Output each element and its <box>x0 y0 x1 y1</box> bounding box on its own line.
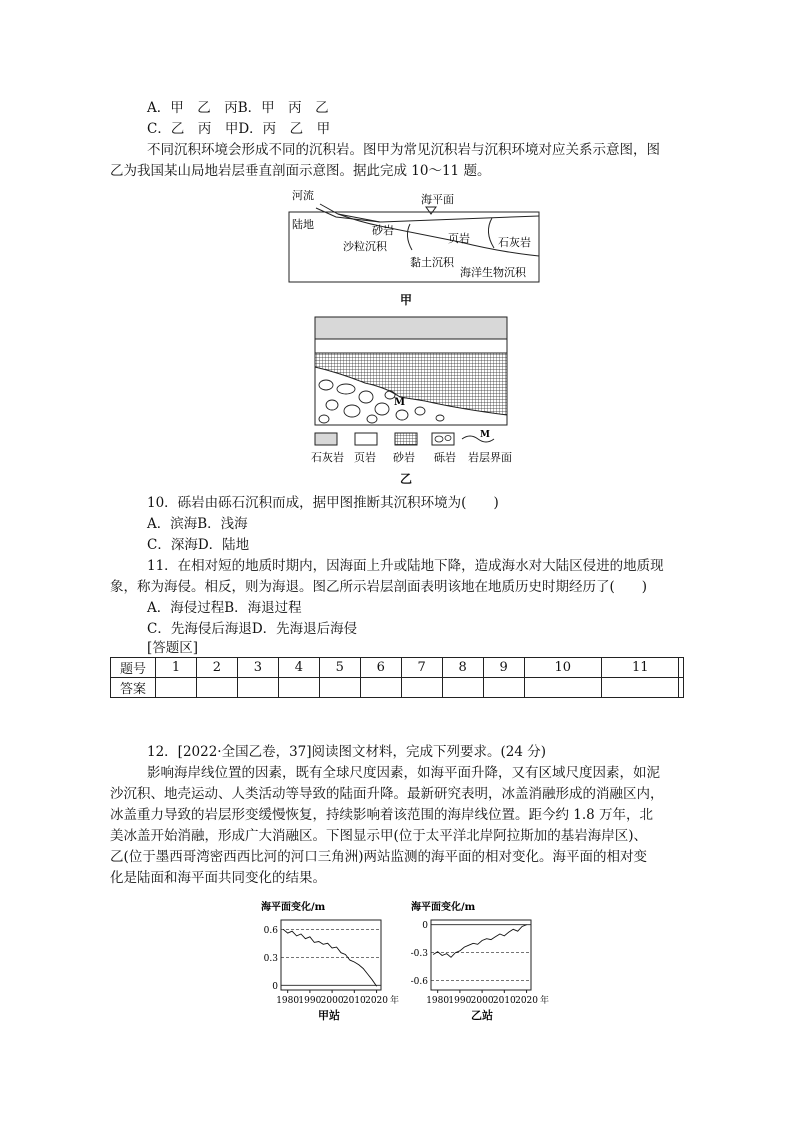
chart-jia-title: 甲站 <box>318 1009 340 1022</box>
label-limestone: 石灰岩 <box>498 236 531 249</box>
answer-blank-header <box>679 658 684 678</box>
answer-number-7: 7 <box>401 658 442 678</box>
chart-jia-x-tick-label: 2010 <box>342 996 366 1006</box>
q12-para-line-6: 化是陆面和海平面共同变化的结果。 <box>110 870 326 886</box>
answer-cell-2[interactable] <box>196 678 237 698</box>
answer-area-title: [答题区] <box>147 640 199 656</box>
chart-jia-y-tick-label: 0 <box>272 981 278 992</box>
answer-cell-10[interactable] <box>524 678 601 698</box>
q11-options-row1 <box>147 598 302 618</box>
q12-para-line-3: 冰盖重力导致的岩层形变缓慢恢复，持续影响着该范围的海岸线位置。距今约 1.8 万年，北 <box>110 807 654 823</box>
chart-yi-station <box>405 896 565 1024</box>
answer-number-5: 5 <box>319 658 360 678</box>
chart-jia-x-tick-label: 1990 <box>298 996 322 1006</box>
q10-options-row2 <box>147 535 249 555</box>
legend-shale: 页岩 <box>354 451 376 464</box>
answer-number-11: 11 <box>602 658 679 678</box>
answer-cell-11[interactable] <box>602 678 679 698</box>
answer-table-header-row <box>111 658 684 678</box>
q12-stem: 12．[2022·全国乙卷，37]阅读图文材料，完成下列要求。(24 分) <box>147 744 547 760</box>
label-clay-deposit: 黏土沉积 <box>410 256 454 269</box>
chart-yi-x-tick-label: 1990 <box>448 996 472 1006</box>
answer-table-answer-label: 答案 <box>111 678 156 698</box>
q12-para-line-2: 沙沉积、地壳运动、人类活动等导致的陆面升降。最新研究表明，冰盖消融形成的消融区内， <box>110 786 664 802</box>
q11-option-b: B．海退过程 <box>224 600 302 616</box>
legend-boundary-m: M <box>480 430 490 440</box>
figure-jia <box>280 190 542 290</box>
chart-jia-series-line <box>283 929 376 986</box>
q10-options-row1 <box>147 514 248 534</box>
answer-number-4: 4 <box>278 658 319 678</box>
label-sand-deposit: 沙粒沉积 <box>343 240 387 253</box>
figure-yi <box>310 315 520 465</box>
answer-number-6: 6 <box>360 658 401 678</box>
q12-para-line-5: 乙(位于墨西哥湾密西西比河的河口三角洲)两站监测的海平面的相对变化。海平面的相对变 <box>110 849 648 865</box>
label-river: 河流 <box>292 190 314 202</box>
chart-jia-ylabel: 海平面变化/m <box>261 902 326 913</box>
chart-yi-y-tick-label: 0 <box>422 921 428 932</box>
legend-sandstone: 砂岩 <box>393 451 415 464</box>
q9-option-b: B．甲 丙 乙 <box>237 100 329 116</box>
legend-boundary: 岩层界面 <box>468 451 512 464</box>
answer-number-2: 2 <box>196 658 237 678</box>
q10-option-c: C．深海 <box>147 537 198 553</box>
answer-number-9: 9 <box>483 658 524 678</box>
answer-cell-5[interactable] <box>319 678 360 698</box>
answer-cell-6[interactable] <box>360 678 401 698</box>
answer-cell-9[interactable] <box>483 678 524 698</box>
answer-cell-7[interactable] <box>401 678 442 698</box>
answer-cell-1[interactable] <box>156 678 197 698</box>
q9-options-row1 <box>147 98 329 118</box>
q11-option-a: A．海侵过程 <box>147 600 225 616</box>
chart-yi-title: 乙站 <box>471 1009 493 1022</box>
label-sandstone: 砂岩 <box>372 224 394 237</box>
q11-options-row2 <box>147 619 357 639</box>
chart-yi-x-tick-label: 2020 <box>515 996 539 1006</box>
intro-line-1: 不同沉积环境会形成不同的沉积岩。图甲为常见沉积岩与沉积环境对应关系示意图，图 <box>147 142 660 158</box>
chart-yi-ylabel: 海平面变化/m <box>411 902 476 913</box>
answer-number-10: 10 <box>524 658 601 678</box>
q10-option-b: B．浅海 <box>197 516 248 532</box>
q12-para-line-4: 美冰盖开始消融，形成广大消融区。下图显示甲(位于太平洋北岸阿拉斯加的基岩海岸区)、 <box>110 828 648 844</box>
answer-cell-8[interactable] <box>442 678 483 698</box>
answer-table <box>110 657 684 698</box>
q9-options-row2 <box>147 119 330 139</box>
q11-stem-line-1: 11．在相对短的地质时期内，因海面上升或陆地下降，造成海水对大陆区侵进的地质现 <box>147 558 664 574</box>
legend-limestone: 石灰岩 <box>311 451 344 464</box>
q10-option-a: A．滨海 <box>147 516 198 532</box>
chart-yi-y-tick-label: -0.6 <box>410 977 428 988</box>
q9-option-d: D．丙 乙 甲 <box>238 121 331 137</box>
chart-jia-y-tick-label: 0.3 <box>263 953 278 964</box>
chart-yi-y-tick-label: -0.3 <box>410 949 428 960</box>
q12-para-line-1: 影响海岸线位置的因素，既有全球尺度因素，如海平面升降，又有区域尺度因素，如泥 <box>147 765 660 781</box>
chart-jia-plot-frame <box>281 920 381 990</box>
q9-option-a: A．甲 乙 丙 <box>147 100 238 116</box>
chart-jia-x-tick-label: 2000 <box>320 996 344 1006</box>
label-land: 陆地 <box>292 218 314 231</box>
answer-cell-blank <box>679 678 684 698</box>
answer-table-answer-row <box>111 678 684 698</box>
q11-stem-line-2: 象，称为海侵。相反，则为海退。图乙所示岩层剖面表明该地在地质历史时期经历了( ) <box>110 579 648 595</box>
answer-number-1: 1 <box>156 658 197 678</box>
figure-jia-caption: 甲 <box>400 293 413 307</box>
chart-yi-x-tick-label: 2010 <box>492 996 516 1006</box>
answer-cell-3[interactable] <box>237 678 278 698</box>
chart-jia-y-tick-label: 0.6 <box>263 925 278 936</box>
chart-jia-x-unit: 年 <box>390 996 400 1006</box>
chart-yi-x-tick-label: 2000 <box>470 996 494 1006</box>
q11-option-c: C．先海侵后海退 <box>147 621 252 637</box>
chart-yi-x-tick-label: 1980 <box>426 996 450 1006</box>
label-marine-deposit: 海洋生物沉积 <box>460 266 526 279</box>
answer-number-3: 3 <box>237 658 278 678</box>
q10-stem: 10．砾岩由砾石沉积而成，据甲图推断其沉积环境为( ) <box>147 495 499 511</box>
answer-table-header-label: 题号 <box>111 658 156 678</box>
chart-jia-station <box>255 896 405 1024</box>
chart-jia-x-tick-label: 2020 <box>365 996 389 1006</box>
label-shale: 页岩 <box>448 232 470 245</box>
figure-yi-caption: 乙 <box>400 472 413 486</box>
q9-option-c: C．乙 丙 甲 <box>147 121 239 137</box>
q11-option-d: D．先海退后海侵 <box>251 621 358 637</box>
q10-option-d: D．陆地 <box>197 537 250 553</box>
chart-jia-x-tick-label: 1980 <box>276 996 300 1006</box>
boundary-label-m: M <box>394 397 406 408</box>
legend-conglomerate: 砾岩 <box>434 451 456 464</box>
label-sea-level: 海平面 <box>421 193 454 206</box>
chart-yi-x-unit: 年 <box>540 996 550 1006</box>
intro-line-2: 乙为我国某山局地岩层垂直剖面示意图。据此完成 10～11 题。 <box>110 163 491 179</box>
answer-cell-4[interactable] <box>278 678 319 698</box>
answer-number-8: 8 <box>442 658 483 678</box>
